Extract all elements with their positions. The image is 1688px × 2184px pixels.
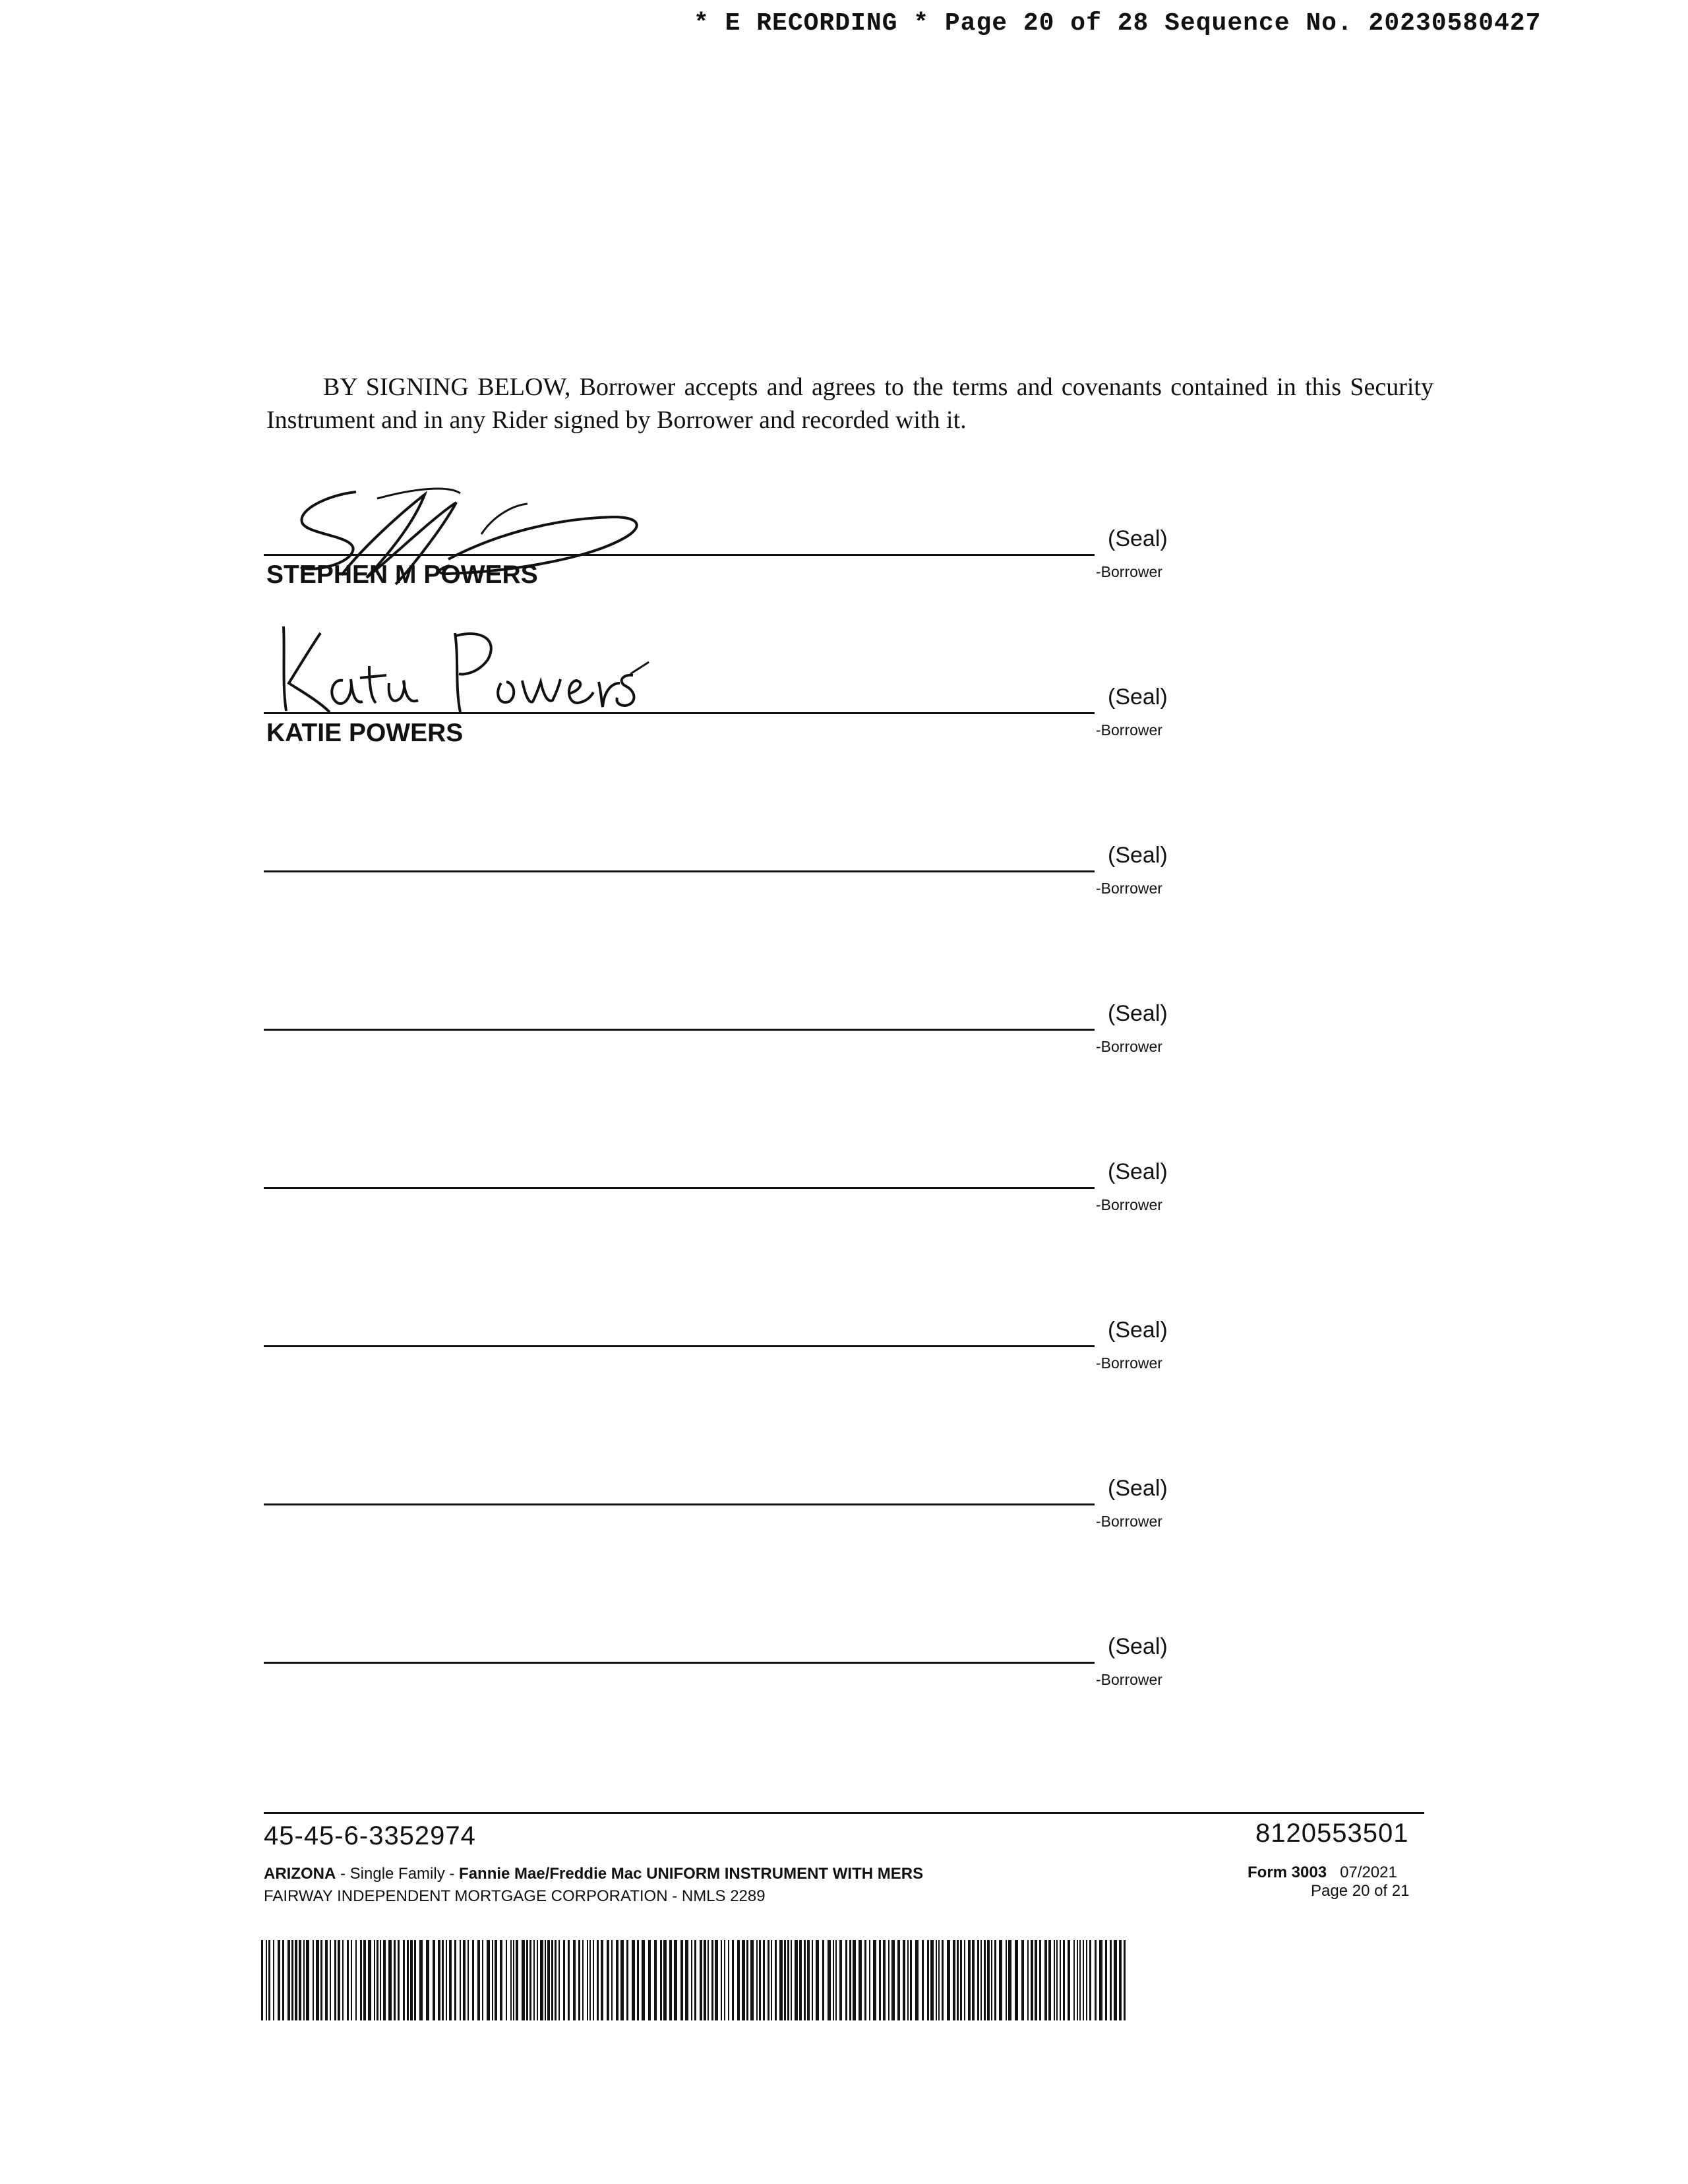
barcode-bar [513,1940,514,2020]
barcode-bar [407,1940,409,2020]
signer-name: STEPHEN M POWERS [266,561,538,589]
barcode-bar [587,1940,588,2020]
barcode-bar [578,1940,580,2020]
barcode-bar [347,1940,349,2020]
barcode-bar [388,1940,392,2020]
barcode-bar [419,1940,423,2020]
barcode-bar [715,1940,718,2020]
footer-rule [264,1812,1424,1814]
barcode-bar [620,1940,624,2020]
barcode-bar [526,1940,528,2020]
barcode-bar [374,1940,375,2020]
recording-header: * E RECORDING * Page 20 of 28 Sequence No. 20230580427 [694,9,1542,38]
barcode-bar [1086,1940,1087,2020]
barcode-bar [472,1940,474,2020]
barcode-bar [1124,1940,1126,2020]
seal-label: (Seal) [1108,1001,1168,1026]
seal-label: (Seal) [1108,684,1168,710]
barcode-bar [685,1940,688,2020]
barcode-bar [704,1940,706,2020]
barcode-bar [338,1940,340,2020]
seal-label: (Seal) [1108,1634,1168,1659]
nmls-number: 8120553501 [1255,1819,1409,1848]
seal-label: (Seal) [1108,526,1168,551]
barcode-bar [540,1940,543,2020]
barcode-bar [833,1940,834,2020]
barcode-bar [1035,1940,1037,2020]
seal-label: (Seal) [1108,1476,1168,1501]
barcode-bar [654,1940,657,2020]
barcode-bar [597,1940,599,2020]
barcode-bar [984,1940,986,2020]
barcode-bar [1056,1940,1058,2020]
barcode-bar [1119,1940,1122,2020]
barcode-bar [545,1940,546,2020]
barcode-bar [775,1940,777,2020]
barcode-bar [711,1940,713,2020]
signer-name: KATIE POWERS [266,719,464,747]
barcode-bar [930,1940,934,2020]
barcode-bar [728,1940,729,2020]
barcode-bar [467,1940,469,2020]
barcode-bar [674,1940,677,2020]
barcode-bar [849,1940,851,2020]
barcode-bar [953,1940,955,2020]
form-label: Form 3003 [1248,1864,1327,1881]
barcode-bar [915,1940,919,2020]
barcode-bar [1048,1940,1051,2020]
barcode-bar [510,1940,512,2020]
barcode-bar [907,1940,909,2020]
barcode-bar [1027,1940,1029,2020]
barcode [261,1940,1129,2020]
barcode-bar [607,1940,609,2020]
barcode-bar [822,1940,824,2020]
barcode-bar [660,1940,662,2020]
barcode-bar [363,1940,366,2020]
barcode-bar [938,1940,940,2020]
barcode-bar [756,1940,758,2020]
barcode-bar [787,1940,789,2020]
barcode-bar [879,1940,881,2020]
barcode-bar [1073,1940,1075,2020]
barcode-bar [477,1940,480,2020]
barcode-bar [680,1940,683,2020]
barcode-bar [864,1940,866,2020]
barcode-bar [1079,1940,1081,2020]
barcode-bar [779,1940,783,2020]
barcode-bar [910,1940,912,2020]
barcode-bar [791,1940,792,2020]
barcode-bar [637,1940,639,2020]
barcode-bar [835,1940,837,2020]
barcode-bar [383,1940,386,2020]
barcode-bar [500,1940,502,2020]
barcode-bar [533,1940,535,2020]
barcode-bar [903,1940,905,2020]
barcode-bar [763,1940,765,2020]
barcode-bar [355,1940,357,2020]
barcode-bar [320,1940,322,2020]
barcode-bar [463,1940,466,2020]
barcode-bar [663,1940,667,2020]
barcode-bar [742,1940,745,2020]
barcode-bar [839,1940,842,2020]
borrower-role-label: -Borrower [1096,721,1162,739]
barcode-bar [721,1940,722,2020]
page-number: Page 20 of 21 [1311,1882,1410,1900]
barcode-bar [642,1940,645,2020]
barcode-bar [708,1940,709,2020]
barcode-bar [732,1940,734,2020]
barcode-bar [1077,1940,1078,2020]
barcode-bar [922,1940,924,2020]
barcode-bar [1063,1940,1065,2020]
barcode-bar [306,1940,309,2020]
barcode-bar [804,1940,806,2020]
barcode-bar [669,1940,672,2020]
barcode-bar [883,1940,886,2020]
barcode-bar [351,1940,352,2020]
barcode-bar [812,1940,813,2020]
barcode-bar [291,1940,293,2020]
barcode-bar [968,1940,971,2020]
barcode-bar [1083,1940,1084,2020]
barcode-bar [573,1940,576,2020]
barcode-bar [582,1940,584,2020]
barcode-bar [482,1940,483,2020]
barcode-bar [506,1940,507,2020]
barcode-bar [784,1940,786,2020]
barcode-bar [426,1940,429,2020]
barcode-bar [1099,1940,1102,2020]
barcode-bar [303,1940,305,2020]
form-description [264,1865,923,1883]
barcode-bar [522,1940,525,2020]
barcode-bar [555,1940,557,2020]
barcode-bar [942,1940,944,2020]
barcode-bar [1015,1940,1018,2020]
barcode-bar [313,1940,314,2020]
barcode-bar [601,1940,603,2020]
barcode-bar [750,1940,754,2020]
barcode-bar [611,1940,613,2020]
form-state: ARIZONA [264,1865,336,1883]
barcode-bar [873,1940,876,2020]
barcode-bar [589,1940,591,2020]
barcode-bar [1110,1940,1112,2020]
borrower-role-label: -Borrower [1096,1513,1162,1530]
barcode-bar [398,1940,400,2020]
borrower-role-label: -Borrower [1096,563,1162,580]
form-id [1248,1864,1397,1882]
barcode-bar [342,1940,344,2020]
barcode-bar [325,1940,328,2020]
signature-line[interactable] [264,554,1095,556]
barcode-bar [1095,1940,1097,2020]
barcode-bar [460,1940,461,2020]
seal-label: (Seal) [1108,1318,1168,1343]
barcode-bar [377,1940,378,2020]
barcode-bar [977,1940,979,2020]
barcode-bar [563,1940,565,2020]
signature-katie-powers [264,620,659,719]
barcode-bar [999,1940,1002,2020]
barcode-bar [1044,1940,1047,2020]
barcode-bar [568,1940,570,2020]
barcode-bar [516,1940,518,2020]
barcode-bar [980,1940,982,2020]
borrower-role-label: -Borrower [1096,1196,1162,1213]
barcode-bar [403,1940,405,2020]
barcode-bar [888,1940,889,2020]
barcode-bar [795,1940,798,2020]
barcode-bar [869,1940,870,2020]
barcode-bar [558,1940,560,2020]
barcode-bar [1006,1940,1007,2020]
barcode-bar [746,1940,748,2020]
barcode-bar [724,1940,725,2020]
barcode-bar [394,1940,396,2020]
barcode-bar [316,1940,319,2020]
seal-label: (Seal) [1108,1159,1168,1184]
barcode-bar [1031,1940,1033,2020]
barcode-bar [991,1940,992,2020]
signature-line[interactable] [264,1029,1095,1031]
lender-line: FAIRWAY INDEPENDENT MORTGAGE CORPORATION - NMLS 2289 [264,1887,766,1905]
barcode-bar [529,1940,531,2020]
barcode-bar [1089,1940,1091,2020]
barcode-bar [936,1940,937,2020]
barcode-bar [1054,1940,1055,2020]
barcode-bar [987,1940,990,2020]
barcode-bar [410,1940,413,2020]
barcode-bar [380,1940,381,2020]
signature-line[interactable] [264,712,1095,714]
form-desc-2: Fannie Mae/Freddie Mac UNIFORM INSTRUMENT WITH MERS [459,1865,924,1883]
barcode-bar [299,1940,301,2020]
barcode-bar [268,1940,270,2020]
barcode-bar [593,1940,594,2020]
barcode-bar [845,1940,847,2020]
barcode-bar [495,1940,497,2020]
barcode-bar [994,1940,996,2020]
barcode-bar [537,1940,538,2020]
borrower-role-label: -Borrower [1096,880,1162,897]
barcode-bar [295,1940,297,2020]
barcode-bar [454,1940,456,2020]
borrower-role-label: -Borrower [1096,1038,1162,1055]
barcode-bar [261,1940,263,2020]
barcode-bar [694,1940,696,2020]
barcode-bar [1068,1940,1070,2020]
barcode-bar [972,1940,975,2020]
barcode-bar [771,1940,772,2020]
signature-line[interactable] [264,1503,1095,1505]
signing-paragraph-text: BY SIGNING BELOW, Borrower accepts and agrees to the terms and covenants contained in this Security Instrument and in any Rider signed by Borrower and recorded with it. [266,373,1433,434]
barcode-bar [632,1940,635,2020]
barcode-bar [799,1940,802,2020]
borrower-role-label: -Borrower [1096,1354,1162,1372]
barcode-bar [626,1940,628,2020]
barcode-bar [266,1940,267,2020]
barcode-bar [487,1940,490,2020]
barcode-bar [1060,1940,1061,2020]
barcode-bar [828,1940,831,2020]
barcode-bar [1008,1940,1011,2020]
signature-line[interactable] [264,1345,1095,1347]
borrower-role-label: -Borrower [1096,1671,1162,1688]
barcode-bar [616,1940,618,2020]
barcode-bar [859,1940,862,2020]
barcode-bar [449,1940,452,2020]
form-desc-1: - Single Family - [336,1865,460,1883]
barcode-bar [1105,1940,1107,2020]
barcode-bar [414,1940,416,2020]
barcode-bar [964,1940,965,2020]
barcode-bar [368,1940,371,2020]
signature-line[interactable] [264,1662,1095,1664]
barcode-bar [360,1940,362,2020]
barcode-bar [947,1940,950,2020]
signature-line[interactable] [264,1187,1095,1189]
barcode-bar [853,1940,856,2020]
barcode-bar [334,1940,336,2020]
barcode-bar [1039,1940,1041,2020]
barcode-bar [551,1940,553,2020]
barcode-bar [960,1940,962,2020]
barcode-bar [438,1940,440,2020]
barcode-bar [492,1940,493,2020]
barcode-bar [278,1940,280,2020]
barcode-bar [957,1940,959,2020]
barcode-bar [282,1940,284,2020]
barcode-bar [897,1940,900,2020]
barcode-bar [700,1940,702,2020]
barcode-bar [816,1940,819,2020]
barcode-bar [287,1940,290,2020]
barcode-bar [547,1940,550,2020]
signature-line[interactable] [264,870,1095,872]
barcode-bar [433,1940,435,2020]
loan-number: 45-45-6-3352974 [264,1821,476,1850]
barcode-bar [330,1940,331,2020]
barcode-bar [648,1940,651,2020]
barcode-bar [927,1940,929,2020]
barcode-bar [891,1940,895,2020]
barcode-bar [768,1940,769,2020]
form-date: 07/2021 [1340,1864,1397,1881]
barcode-bar [446,1940,447,2020]
barcode-bar [442,1940,444,2020]
barcode-bar [759,1940,761,2020]
signing-paragraph [266,371,1433,437]
barcode-bar [1114,1940,1117,2020]
barcode-bar [807,1940,810,2020]
barcode-bar [737,1940,740,2020]
barcode-bar [273,1940,274,2020]
seal-label: (Seal) [1108,843,1168,868]
barcode-bar [691,1940,692,2020]
barcode-bar [1021,1940,1024,2020]
